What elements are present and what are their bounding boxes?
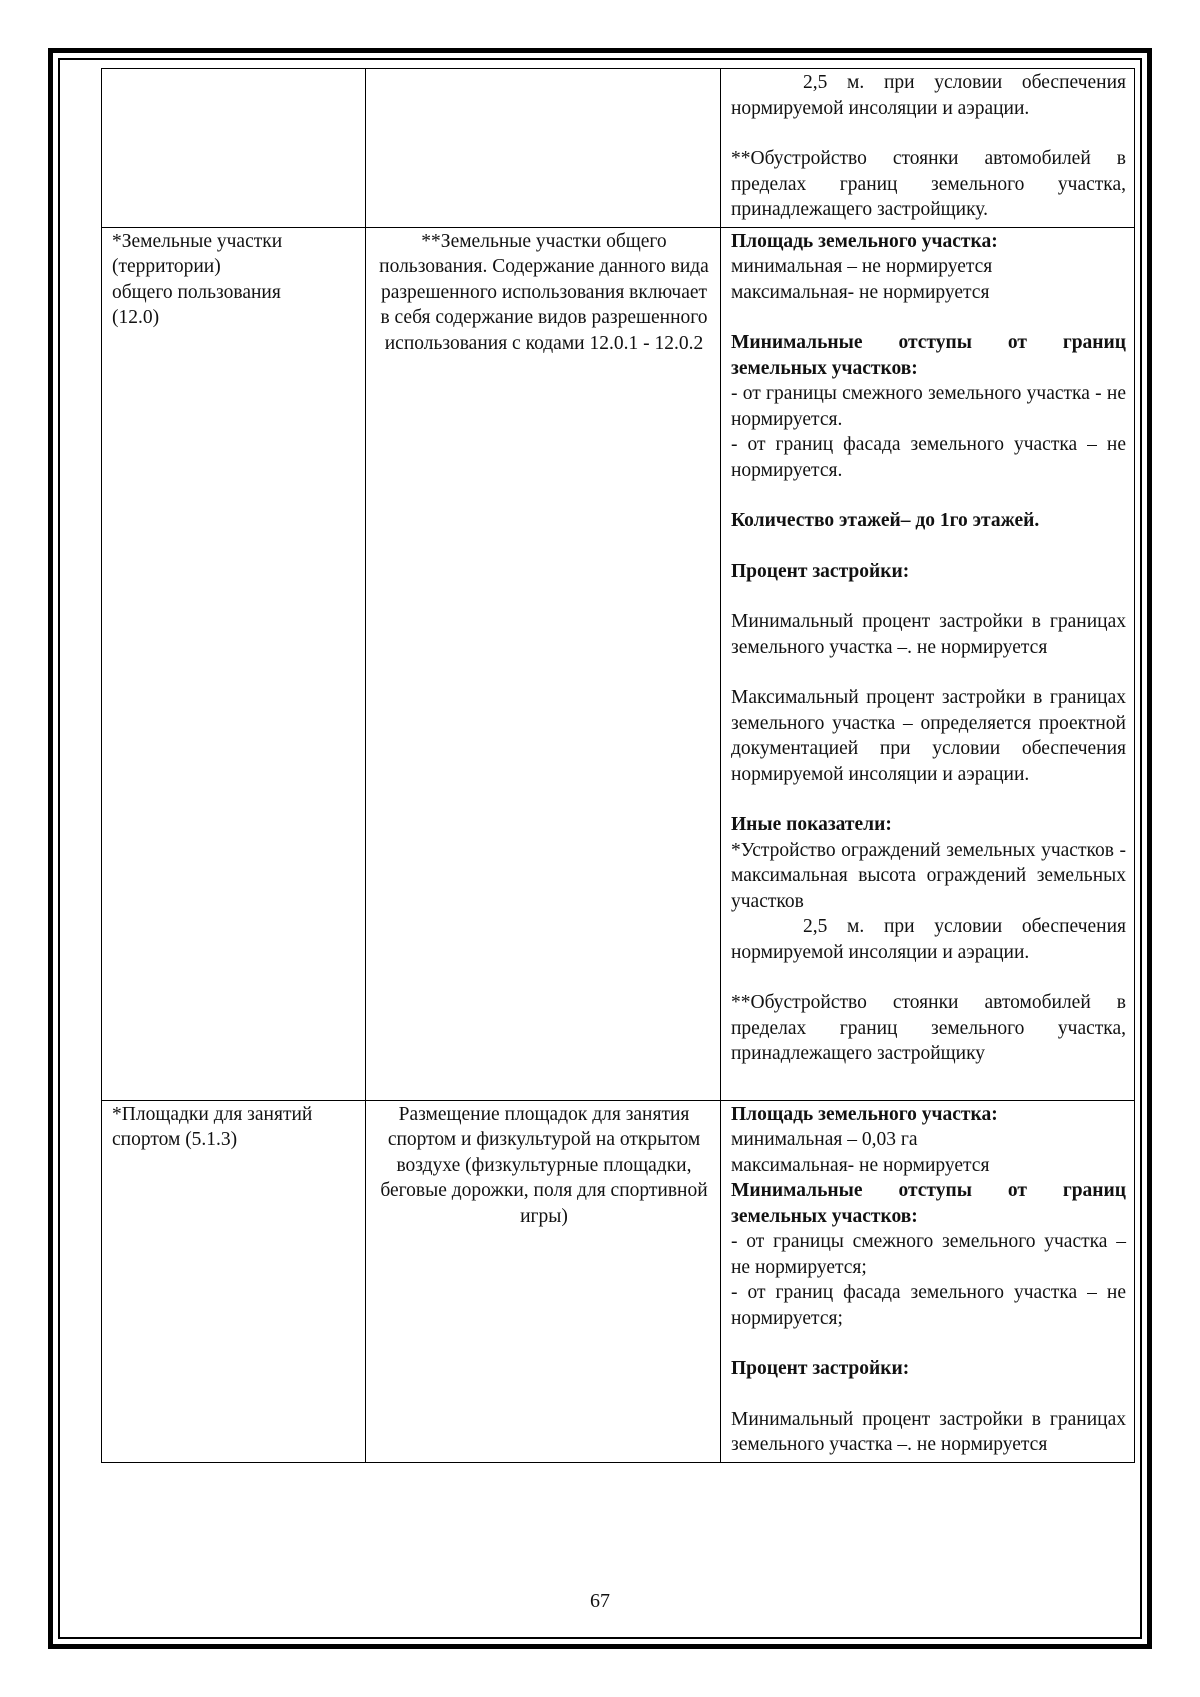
parameter-heading: Количество этажей– до 1го этажей. — [731, 510, 1040, 531]
page-number: 67 — [590, 1590, 610, 1612]
use-type-text: (территории) — [112, 256, 221, 277]
parameter-text: максимальная- не нормируется — [731, 281, 990, 303]
description-cell — [366, 1100, 721, 1462]
parameter-heading: Иные показатели: — [731, 814, 892, 835]
parameter-text: минимальная – 0,03 га — [731, 1129, 918, 1150]
parameter-heading: Минимальные отступы от границ земельных участков: — [731, 1180, 1126, 1227]
parameter-text: минимальная – не нормируется — [731, 256, 993, 277]
parameter-heading: Площадь земельного участка: — [731, 230, 998, 252]
description-text: **Земельные участки общего пользования. Содержание данного вида разрешенного использования включает в себя содержание видов разрешенного использования с кодами 12.0.1 - 12.0.2 — [379, 230, 709, 354]
parameter-text: 2,5 м. при условии обеспечения нормируемой инсоляции и аэрации. — [731, 916, 1126, 963]
table-row — [102, 227, 1135, 1100]
parameters-cell — [721, 69, 1135, 228]
use-type-text: (12.0) — [112, 307, 160, 328]
use-type-text: *Площадки для занятий спортом (5.1.3) — [112, 1103, 313, 1150]
parameter-text: **Обустройство стоянки автомобилей в пределах границ земельного участка, принадлежащего застройщику — [731, 992, 1126, 1064]
use-type-cell — [102, 69, 366, 228]
parameter-heading: Площадь земельного участка: — [731, 1103, 998, 1125]
use-type-text: общего пользования — [112, 281, 281, 303]
parameter-text: - от границы смежного земельного участка – не нормируется; — [731, 1231, 1126, 1278]
parameter-text: Максимальный процент застройки в границах земельного участка – определяется проектной документацией при условии обеспечения нормируемой инсоляции и аэрации. — [731, 687, 1126, 785]
description-text: Размещение площадок для занятия спортом и физкультурой на открытом воздухе (физкультурные площадки, беговые дорожки, поля для спортивной игры) — [380, 1103, 708, 1227]
parameters-cell — [721, 227, 1135, 1100]
parameter-heading: Минимальные отступы от границ земельных участков: — [731, 332, 1126, 379]
use-type-cell — [102, 227, 366, 1100]
table-row — [102, 1100, 1135, 1462]
parameter-text: Минимальный процент застройки в границах земельного участка –. не нормируется — [731, 1408, 1126, 1455]
use-type-text: *Земельные участки — [112, 230, 283, 252]
parameter-text: Минимальный процент застройки в границах земельного участка –. не нормируется — [731, 611, 1126, 658]
parameter-text: **Обустройство стоянки автомобилей в пределах границ земельного участка, принадлежащего застройщику. — [731, 148, 1126, 220]
parameter-heading: Процент застройки: — [731, 1358, 910, 1379]
parameter-text: 2,5 м. при условии обеспечения нормируемой инсоляции и аэрации. — [731, 72, 1126, 119]
parameters-cell — [721, 1100, 1135, 1462]
table-row — [102, 69, 1135, 228]
use-type-cell — [102, 1100, 366, 1462]
parameter-text: *Устройство ограждений земельных участков - максимальная высота ограждений земельных участков — [731, 839, 1126, 912]
parameter-text: - от границ фасада земельного участка – не нормируется. — [731, 434, 1126, 481]
parameter-text: максимальная- не нормируется — [731, 1154, 990, 1176]
regulations-table — [101, 68, 1135, 1463]
description-cell — [366, 227, 721, 1100]
parameter-text: - от границы смежного земельного участка - не нормируется. — [731, 383, 1126, 430]
parameter-text: - от границ фасада земельного участка – не нормируется; — [731, 1282, 1126, 1329]
parameter-heading: Процент застройки: — [731, 560, 910, 582]
description-cell — [366, 69, 721, 228]
